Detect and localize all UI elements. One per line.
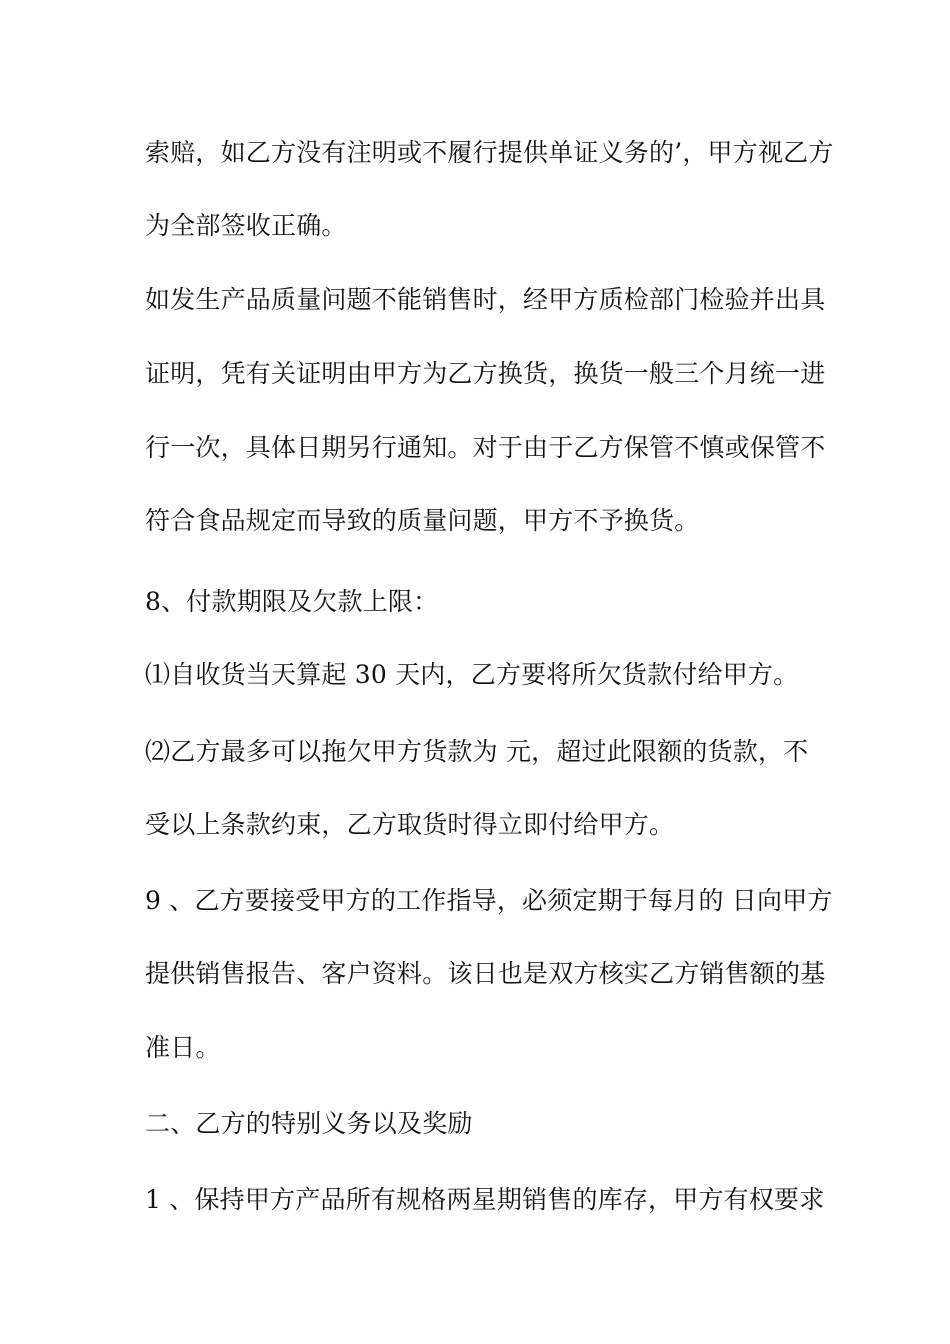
text-line: 1 、保持甲方产品所有规格两星期销售的库存，甲方有权要求 [145,1185,825,1214]
text-line: ⑴自收货当天算起 30 天内，乙方要将所欠货款付给甲方。 [145,660,799,689]
text-line: 提供销售报告、客户资料。该日也是双方核实乙方销售额的基 [145,959,826,988]
text-line: 如发生产品质量问题不能销售时，经甲方质检部门检验并出具 [145,285,826,314]
text-line: 符合食品规定而导致的质量问题，甲方不予换货。 [145,506,700,535]
section-heading: 二、乙方的特别义务以及奖励 [145,1109,473,1138]
text-line: ⑵乙方最多可以拖欠甲方货款为 元，超过此限额的货款，不 [145,737,809,766]
text-line: 准日。 [145,1033,221,1062]
text-line: 为全部签收正确。 [145,211,347,240]
text-line: 索赔，如乙方没有注明或不履行提供单证义务的’，甲方视乙方 [145,138,834,167]
text-line: 行一次，具体日期另行通知。对于由于乙方保管不慎或保管不 [145,433,826,462]
text-line: 证明，凭有关证明由甲方为乙方换货，换货一般三个月统一进 [145,359,826,388]
text-line: 9 、乙方要接受甲方的工作指导，必须定期于每月的 日向甲方 [145,886,833,915]
text-line: 受以上条款约束，乙方取货时得立即付给甲方。 [145,810,675,839]
section-heading: 8、付款期限及欠款上限： [145,587,439,616]
